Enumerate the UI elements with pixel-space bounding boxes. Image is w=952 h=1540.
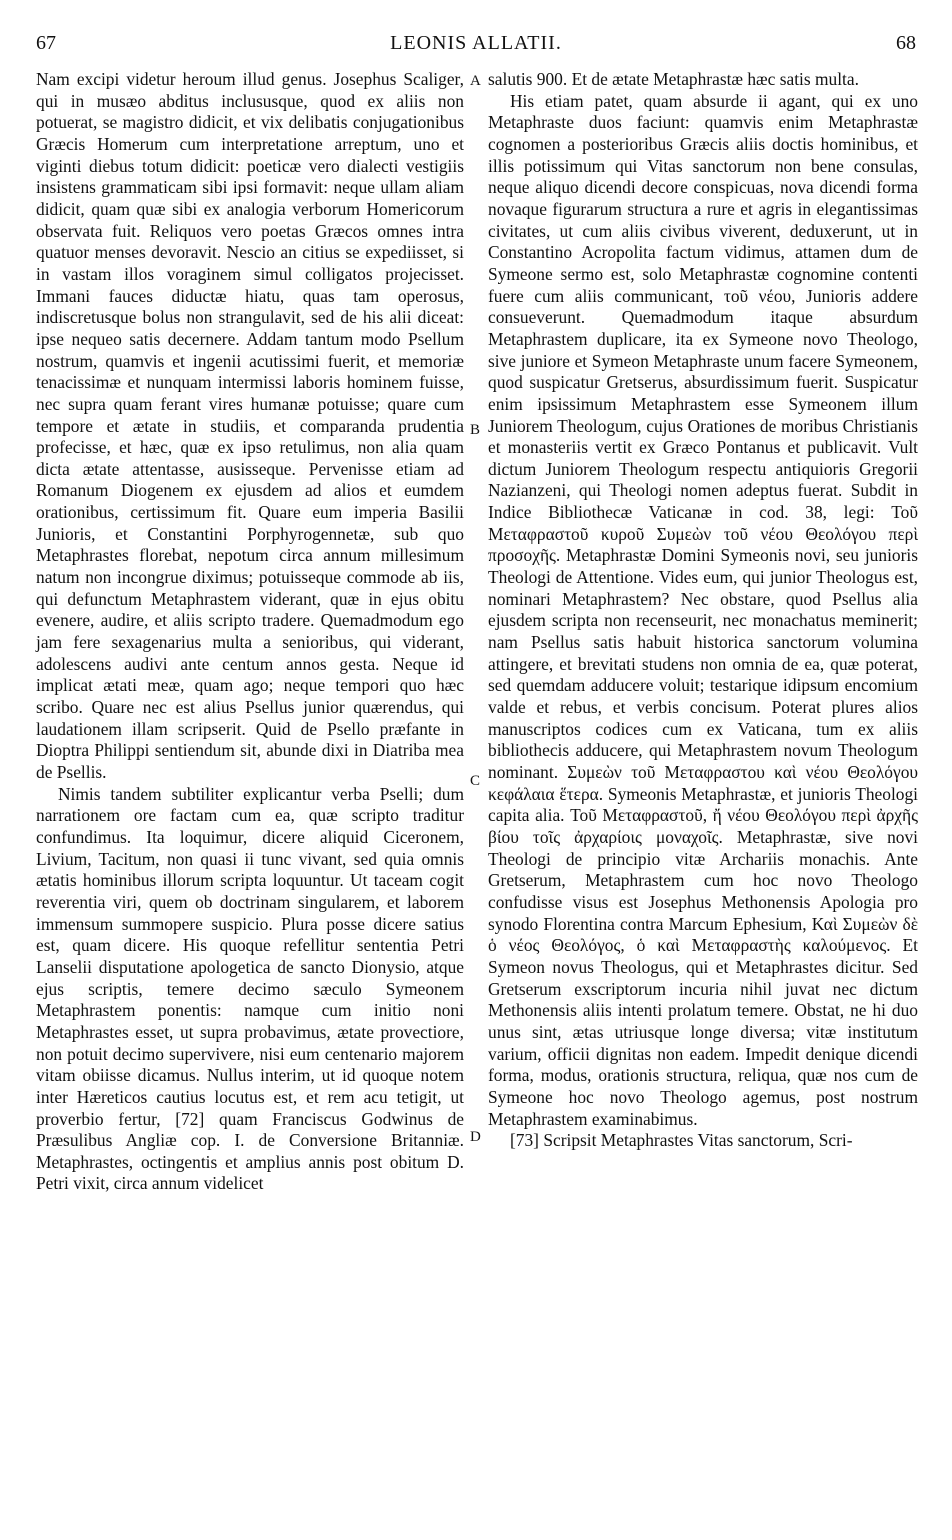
paragraph: Nimis tandem subtiliter explicantur verba Pselli; dum narrationem ore factam cum ea, quæ scripto traditur confundimus. Ita loquimur, dicere aliquid Ciceronem, Livium, Tacitum, non quasi ii tunc vivant, sed quia omnis ætatis hominibus illorum scripta loquuntur. Ut taceam cogit reverentia viri, quem ob doctrinam singularem, et laborem immensum summopere suspicio. Plura posse dicere satius est, quam dicere. His quoque refellitur sententia Petri Lanselii disputatione apologetica de sancto Dionysio, atque ejus scriptis, temere decimo sæculo Symeonem Metaphrastem ponentis: namque cum initio noni Metaphrastes esset, ut supra probavimus, ætate provectiore, non potuit decimo supervivere, nisi eum centenario majorem vitam obiisse dicamus. Nullus interim, ut id quoque notem inter Hæreticos cautius locutus est, et rem acu tetigit, ut proverbio fertur, [72] quam Franciscus Godwinus de Præsulibus Angliæ cop. I. de Conversione Britanniæ. Metaphrastes, octingentis et amplius annis post obitum D. Petri vixit, circa annum videlicet (36, 783, 464, 1194)
paragraph: salutis 900. Et de ætate Metaphrastæ hæc satis multa. (488, 69, 859, 89)
margin-marker-d: D (470, 1129, 481, 1145)
running-title: LEONIS ALLATII. (390, 32, 562, 54)
left-column (36, 69, 464, 1195)
margin-marker-b: B (470, 422, 481, 438)
paragraph: Nam excipi videtur heroum illud genus. Josephus Scaliger, qui in musæo abditus inclususque, quod ex aliis non potuerat, se magistro didicit, et vix delibatis conjugationibus Græcis Homerum cum interpretatione arreptum, uno et viginti diebus totum didicit: poeticæ vero dialecti vestigiis insistens grammaticam sibi ipsi formavit: neque ullam aliam didicit, quam quæ sibi ex analogia verborum Homericorum observata fuit. Reliquos vero poetas Græcos omnes intra quatuor menses devoravit. Nescio an citius se expediisset, si in vastam illos voraginem simul colligatos projecisset. Immani fauces diductæ hiatu, quas tam operosus, indiscretusque bolus non strangulavit, sed de his alii diceat: ipse nequeo satis decernere. Addam tantum modo Psellum nostrum, quamvis et ingenii acutissimi fuerit, et memoriæ tenacissimæ et nunquam intermissi laboris hominem fuisse, nec supra quam ferant vires humanæ potuisse; quare cum tempore et ætate in studiis, et comparanda prudentia profecisse, et hæc, quæ ex ipso retulimus, non alia quam dicta ætate attentasse, ausisseque. Pervenisse etiam ad Romanum Diogenem ex ejusdem ad alios et eumdem orationibus, certissimum fit. Quare eum imperia Basilii Junioris, et Constantini Porphyrogennetæ, sub quo Metaphrastes florebat, nepotum circa annum millesimum natum non incongrue diximus; potuisseque commode ab iis, qui defunctum Metaphrastem viderant, quæ in ejus obitu evenere, audire, et aliis scripto tradere. Quemadmodum ego jam fere sexagenarius multa a senioribus, qui viderant, adolescens audivi ante centum annos gesta. Neque id implicat ætati meæ, quam ago; neque tempori quo hæc scribo. Quare nec est alius Psellus junior quærendus, qui laudationem illam scripserit. Quid de Psello præfante in Dioptra Philippi sentiendum sit, abunde dixi in Diatriba mea de Psellis. (36, 69, 464, 782)
page-number-right: 68 (896, 32, 916, 54)
page-number-left: 67 (36, 32, 56, 54)
margin-marker-a: A (470, 73, 481, 89)
margin-marker-c: C (470, 773, 481, 789)
page-header (36, 32, 916, 60)
right-column (488, 69, 918, 1152)
paragraph: His etiam patet, quam absurde ii agant, qui ex uno Metaphraste duos faciunt: quamvis enim Metaphrastæ cognomen a posterioribus Græcis aliis doctis hominibus, et illis potissimum qui Vitas sanctorum non bene consulas, neque aliquo dicendi decore conspicuas, nova dicendi forma novaque figurarum structura a rure et agris in elegantissimas civitates, ut cum aliis civibus viverent, deduxerunt, ut in Constantino Acropolita factum vidimus, attamen dum de Symeone sermo est, solo Metaphrastæ cognomine contenti fuere cum aliis communicant, τοῦ νέου, Junioris addere consueverunt. Quemadmodum itaque absurdum Metaphrastem duplicare, ita ex Symeone novo Theologo, sive juniore et Symeon Metaphraste unum facere Symeonem, quod suspicatur Gretserus, absurdissimum fuerit. Suspicatur enim ipsissimum Metaphrastem esse Symeonem illum Juniorem Theologum, cujus Orationes de moribus Christianis et monasteriis vertit ex Græco Pontanus et publicavit. Vult dictum Juniorem Theologum respectu antiquioris Gregorii Nazianzeni, qui Theologi nomen adeptus fuerat. Subdit in Indice Bibliothecæ Vaticanæ in cod. 38, legi: Τοῦ Μεταφραστοῦ κυροῦ Συμεὼν τοῦ νέου Θεολόγου περὶ προσοχῆς. Metaphrastæ Domini Symeonis novi, seu junioris Theologi de Attentione. Vides eum, qui junior Theologus est, nominari Metaphrastem? Nec obstare, quod Psellus alia ejusdem scripta non recenseurit, nec monachatus meminerit; nam Psellus satis habuit historica sanctorum volumina attingere, et brevitati studens non omnia de ea, quæ poterat, sed quemdam adducere voluit; testarique idipsum encomium valde et rebus, et verbis concisum. Poterat plures alios manuscriptos codices cum ex Vaticana, tum ex aliis bibliothecis adducere, qui Metaphrastem novum Theologum nominant. Συμεὼν τοῦ Μεταφραστου καὶ νέου Θεολόγου κεφάλαια ἕτερα. Symeonis Metaphrastæ, et junioris Theologi capita alia. Τοῦ Μεταφραστοῦ, ἤ νέου Θεολόγου περὶ ἀρχῆς βίου τοῖς ἀρχαρίοις μοναχοῖς. Metaphrastæ, sive novi Theologi de principio vitæ Archariis monachis. Ante Gretserum, Metaphrastem cum hoc novo Theologo confudisse visus est Josephus Methonensis Apologia pro synodo Florentina contra Marcum Ephesium, Καὶ Συμεὼν δὲ ὁ νέος Θεολόγος, ὁ καὶ Μεταφραστὴς καλούμενος. Et Symeon novus Theologus, qui et Metaphrastes dicitur. Sed Gretserum exscriptorum incuria nihil juvat nec dictum Methonensis aliis intenti prolatum temere. Obstat, ne hi duo unus sint, ætas utriusque longe diversa; vitæ institutum varium, officii dignitas non eadem. Impedit denique dicendi forma, modus, orationis structura, reliqua, quæ nos cum de Symeone hoc novo Theologo agemus, post nostrum Metaphrastem examinabimus. (488, 90, 918, 1129)
paragraph: [73] Scripsit Metaphrastes Vitas sanctorum, Scri- (510, 1130, 853, 1151)
